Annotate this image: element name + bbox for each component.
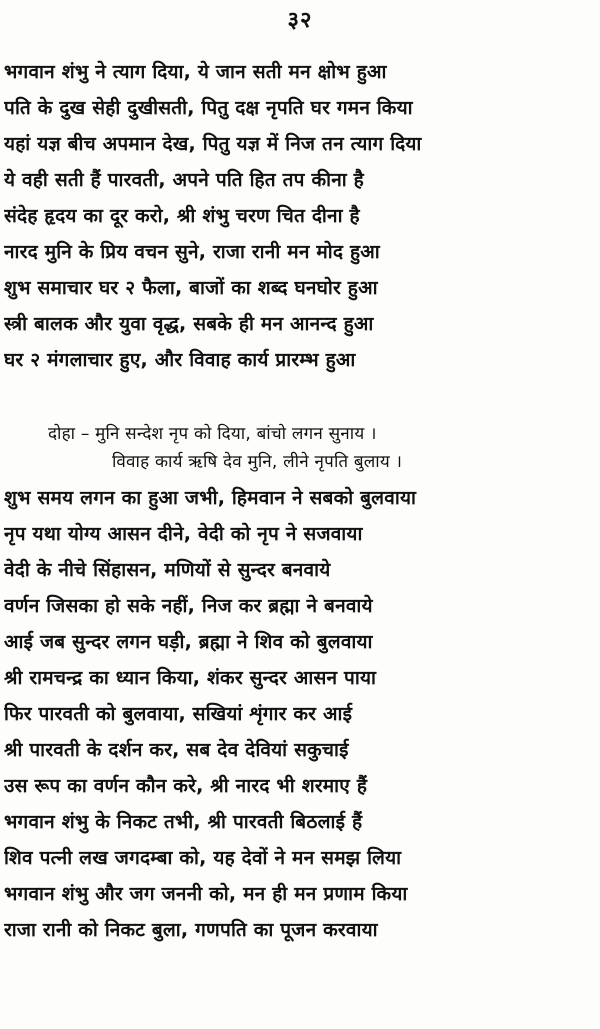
verse-line: घर २ मंगलाचार हुए, और विवाह कार्य प्रारम्भ हुआ bbox=[4, 349, 356, 371]
page-number: ३२ bbox=[287, 8, 313, 33]
verse-block-bottom bbox=[4, 480, 596, 948]
verse-line: शुभ समय लगन का हुआ जभी, हिमवान ने सबको बुलवाया bbox=[4, 487, 417, 509]
verse-line: उस रूप का वर्णन कौन करे, श्री नारद भी शरमाए हैं bbox=[4, 775, 368, 797]
verse-line: यहां यज्ञ बीच अपमान देख, पितु यज्ञ में निज तन त्याग दिया bbox=[4, 133, 422, 155]
verse-line: संदेह हृदय का दूर करो, श्री शंभु चरण चित दीना है bbox=[4, 205, 360, 227]
verse-line: भगवान शंभु के निकट तभी, श्री पारवती बिठलाई हैं bbox=[4, 811, 363, 833]
verse-line: शिव पत्नी लख जगदम्बा को, यह देवों ने मन समझ लिया bbox=[4, 847, 402, 869]
verse-line: वर्णन जिसका हो सके नहीं, निज कर ब्रह्मा ने बनवाये bbox=[4, 595, 373, 617]
verse-line: भगवान शंभु ने त्याग दिया, ये जान सती मन क्षोभ हुआ bbox=[4, 61, 387, 83]
verse-line: वेदी के नीचे सिंहासन, मणियों से सुन्दर बनवाये bbox=[4, 559, 331, 581]
doha-couplet bbox=[0, 420, 600, 476]
verse-line: स्त्री बालक और युवा वृद्ध, सबके ही मन आनन्द हुआ bbox=[4, 313, 374, 335]
doha-line-2: विवाह कार्य ऋषि देव मुनि, लीने नृपति बुलाय । bbox=[112, 452, 403, 472]
verse-line: श्री पारवती के दर्शन कर, सब देव देवियां सकुचाई bbox=[4, 739, 349, 761]
verse-line: नारद मुनि के प्रिय वचन सुने, राजा रानी मन मोद हुआ bbox=[4, 241, 380, 263]
verse-line: राजा रानी को निकट बुला, गणपति का पूजन करवाया bbox=[4, 919, 378, 941]
verse-line: ये वही सती हैं पारवती, अपने पति हित तप कीना है bbox=[4, 169, 364, 191]
verse-line: नृप यथा योग्य आसन दीने, वेदी को नृप ने सजवाया bbox=[4, 523, 363, 545]
verse-block-top bbox=[4, 54, 596, 378]
doha-line-1: दोहा – मुनि सन्देश नृप को दिया, बांचो लगन सुनाय । bbox=[48, 424, 377, 444]
verse-line: श्री रामचन्द्र का ध्यान किया, शंकर सुन्दर आसन पाया bbox=[4, 667, 377, 689]
verse-line: शुभ समाचार घर २ फैला, बाजों का शब्द घनघोर हुआ bbox=[4, 277, 378, 299]
verse-line: आई जब सुन्दर लगन घड़ी, ब्रह्मा ने शिव को बुलवाया bbox=[4, 631, 373, 653]
verse-line: फिर पारवती को बुलवाया, सखियां शृंगार कर आई bbox=[4, 703, 353, 725]
verse-line: भगवान शंभु और जग जननी को, मन ही मन प्रणाम किया bbox=[4, 883, 408, 905]
verse-line: पति के दुख सेही दुखीसती, पितु दक्ष नृपति घर गमन किया bbox=[4, 97, 413, 119]
